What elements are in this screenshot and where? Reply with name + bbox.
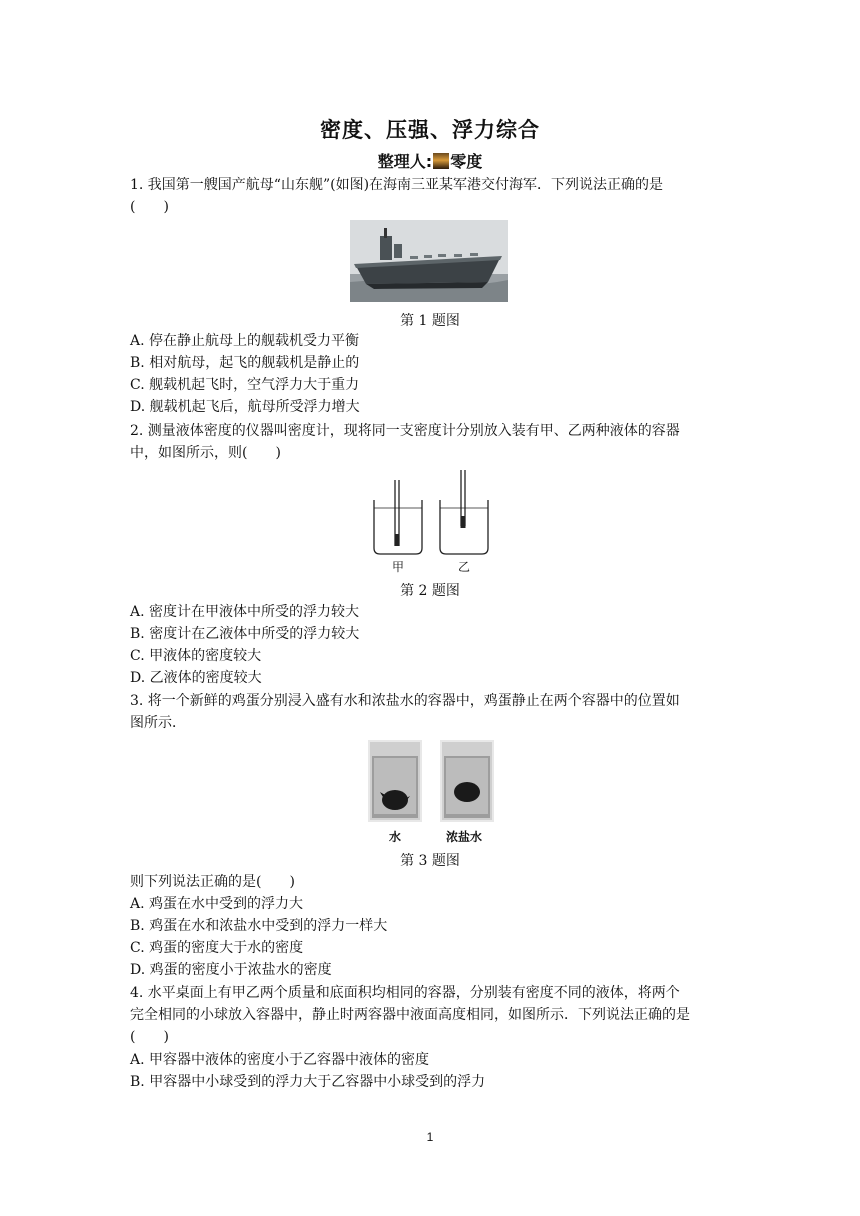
author-avatar-icon [433,153,449,169]
q2-option-b: B. 密度计在乙液体中所受的浮力较大 [130,626,360,642]
q1-figure-caption: 第 1 题图 [400,313,460,329]
q4-stem-line3: ( ) [130,1029,169,1045]
author-prefix: 整理人: [377,152,433,171]
q4-stem-line1: 4. 水平桌面上有甲乙两个质量和底面积均相同的容器，分别装有密度不同的液体，将两个 [130,985,680,1001]
q1-option-c: C. 舰载机起飞时，空气浮力大于重力 [130,377,360,393]
q2-label-yi: 乙 [458,560,471,574]
author-line [0,149,860,172]
q3-label-water: 水 [389,830,402,844]
q3-option-a: A. 鸡蛋在水中受到的浮力大 [130,896,304,912]
q1-stem-line1: 1. 我国第一艘国产航母“山东舰”(如图)在海南三亚某军港交付海军．下列说法正确的是 [130,177,664,193]
q1-option-d: D. 舰载机起飞后，航母所受浮力增大 [130,399,360,415]
q4-option-b: B. 甲容器中小球受到的浮力大于乙容器中小球受到的浮力 [130,1074,486,1090]
q3-option-b: B. 鸡蛋在水和浓盐水中受到的浮力一样大 [130,918,388,934]
page-title: 密度、压强、浮力综合 [320,118,540,142]
q3-figure-caption: 第 3 题图 [400,853,460,869]
q1-stem-line2: ( ) [130,199,169,215]
author-name: 零度 [450,152,483,171]
egg-beakers-photo [364,738,496,826]
q3-option-d: D. 鸡蛋的密度小于浓盐水的密度 [130,962,332,978]
q2-option-a: A. 密度计在甲液体中所受的浮力较大 [130,604,360,620]
q2-figure-caption: 第 2 题图 [400,583,460,599]
page-number: 1 [426,1130,434,1144]
q3-stem-line1: 3. 将一个新鲜的鸡蛋分别浸入盛有水和浓盐水的容器中，鸡蛋静止在两个容器中的位置如 [130,693,680,709]
q3-label-brine: 浓盐水 [446,830,483,844]
q3-stem-after: 则下列说法正确的是( ) [130,874,295,890]
q2-stem-line2: 中，如图所示，则( ) [130,445,281,461]
q2-option-d: D. 乙液体的密度较大 [130,670,262,686]
hydrometer-figure [366,468,496,568]
q1-option-a: A. 停在静止航母上的舰载机受力平衡 [130,333,360,349]
q4-option-a: A. 甲容器中液体的密度小于乙容器中液体的密度 [130,1052,430,1068]
aircraft-carrier-photo [350,220,508,302]
q1-option-b: B. 相对航母，起飞的舰载机是静止的 [130,355,360,371]
q2-label-jia: 甲 [392,560,405,574]
q2-option-c: C. 甲液体的密度较大 [130,648,262,664]
q4-stem-line2: 完全相同的小球放入容器中，静止时两容器中液面高度相同，如图所示．下列说法正确的是 [130,1007,690,1023]
q3-stem-line2: 图所示． [130,715,186,731]
q3-option-c: C. 鸡蛋的密度大于水的密度 [130,940,304,956]
q2-stem-line1: 2. 测量液体密度的仪器叫密度计，现将同一支密度计分别放入装有甲、乙两种液体的容器 [130,423,680,439]
